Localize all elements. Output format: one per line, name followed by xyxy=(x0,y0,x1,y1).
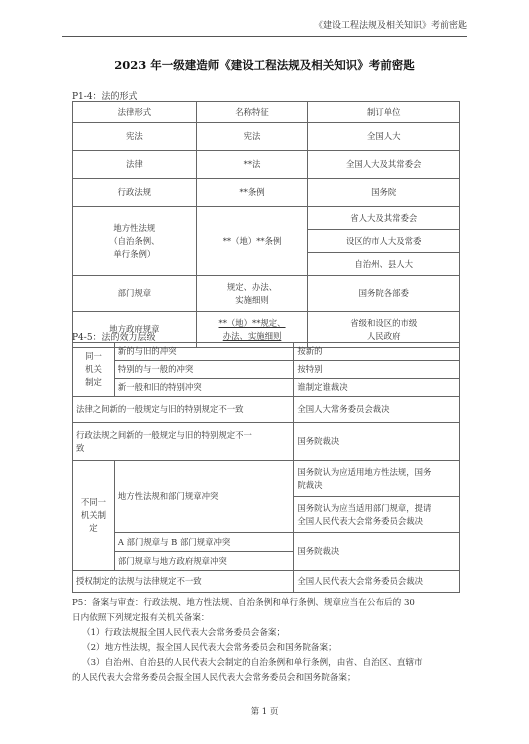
cell: 设区的市人大及常委 xyxy=(308,230,460,253)
cell: **法 xyxy=(196,151,308,179)
cell-line: 规定、办法、 xyxy=(226,281,278,292)
cell: 全国人大常务委员会裁决 xyxy=(294,397,460,423)
cell: 按新的 xyxy=(294,343,460,361)
cell: 国务院 xyxy=(308,179,460,207)
cell-line: 实施细则 xyxy=(235,294,269,305)
page-header xyxy=(62,16,467,37)
cell: **条例 xyxy=(196,179,308,207)
cell-line: **（地）**规定、 xyxy=(218,317,286,328)
cell: 授权制定的法规与法律规定不一致 xyxy=(73,571,294,593)
cell: 法律 xyxy=(73,151,197,179)
para-item: （2）地方性法规，报全国人民代表大会常务委员会和国务院备案； xyxy=(82,643,337,653)
cell-line: 国务院认为应适用地方性法规，国务 xyxy=(297,466,432,477)
section-label-effect-levels: P4-5：法的效力层级 xyxy=(72,333,156,343)
cell-line: 机关制 xyxy=(80,510,107,520)
cell: 全国人民代表大会常务委员会裁决 xyxy=(294,571,460,593)
cell: 国务院裁决 xyxy=(294,423,460,461)
cell: 省人大及其常委会 xyxy=(308,207,460,230)
effect-levels-table xyxy=(72,342,460,593)
para-line: P5：备案与审查：行政法规、地方性法规、自治条例和单行条例、规章应当在公布后的 30 xyxy=(72,598,415,608)
table-row xyxy=(73,207,460,230)
cell: 宪法 xyxy=(196,123,308,151)
cell: 国务院各部委 xyxy=(308,276,460,312)
cell-line: 机关 xyxy=(85,364,102,374)
table-row xyxy=(73,151,460,179)
table-row xyxy=(73,179,460,207)
cell xyxy=(196,276,308,312)
table-row xyxy=(73,533,460,552)
cell: **（地）**条例 xyxy=(196,207,308,276)
cell-line: 定 xyxy=(89,523,98,533)
para-line: 日内依照下列规定报有关机关备案： xyxy=(72,613,210,623)
cell-line: 地方性法规 xyxy=(113,222,156,233)
law-forms-table xyxy=(72,101,460,348)
header-text: 《建设工程法规及相关知识》考前密匙 xyxy=(313,21,467,31)
cell-line: 致 xyxy=(76,442,85,453)
cell-line: 办法、实施细则 xyxy=(222,330,282,341)
cell-line: 行政法规之间新的一般规定与旧的特别规定不一 xyxy=(76,429,252,440)
cell-same-organ xyxy=(73,343,115,397)
table-row xyxy=(73,423,460,461)
cell: 自治州、县人大 xyxy=(308,253,460,276)
table-row xyxy=(73,397,460,423)
para-item: （3）自治州、自治县的人民代表大会制定的自治条例和单行条例，由省、自治区、直辖市 xyxy=(82,658,423,668)
cell-local-regulation xyxy=(73,207,197,276)
cell: 行政法规 xyxy=(73,179,197,207)
col-header: 制订单位 xyxy=(308,102,460,123)
cell: 地方政府规章 xyxy=(73,312,197,348)
para-item: 的人民代表大会常务委员会报全国人民代表大会常务委员会和国务院备案； xyxy=(72,673,356,683)
cell: 法律之间新的一般规定与旧的特别规定不一致 xyxy=(73,397,294,423)
table-row xyxy=(73,379,460,397)
cell: 宪法 xyxy=(73,123,197,151)
doc-title: 2023 年一级建造师《建设工程法规及相关知识》考前密匙 xyxy=(114,58,415,72)
cell: 新一般和旧的特别冲突 xyxy=(114,379,294,397)
table-row xyxy=(73,276,460,312)
cell: 国务院裁决 xyxy=(294,533,460,571)
cell xyxy=(73,423,294,461)
filing-review-paragraph xyxy=(72,596,460,686)
para-item: （1）行政法规报全国人民代表大会常务委员会备案； xyxy=(82,628,286,638)
cell: A 部门规章与 B 部门规章冲突 xyxy=(114,533,294,552)
cell-line: （自治条例、 xyxy=(109,235,160,246)
table-row xyxy=(73,343,460,361)
cell: 特别的与一般的冲突 xyxy=(114,361,294,379)
cell-line: 国务院认为应当适用部门规章，提请 xyxy=(297,502,432,513)
cell-line: 院裁决 xyxy=(297,479,323,490)
cell xyxy=(294,497,460,533)
cell: 谁制定谁裁决 xyxy=(294,379,460,397)
col-header: 法律形式 xyxy=(73,102,197,123)
cell: 按特别 xyxy=(294,361,460,379)
table-row xyxy=(73,361,460,379)
cell: 全国人大及其常委会 xyxy=(308,151,460,179)
cell: 部门规章与地方政府规章冲突 xyxy=(114,552,294,571)
cell-line: 不同一 xyxy=(80,497,107,507)
section-label-law-forms: P1-4：法的形式 xyxy=(72,92,138,102)
col-header: 名称特征 xyxy=(196,102,308,123)
cell: 地方性法规和部门规章冲突 xyxy=(114,461,294,533)
cell-line: 全国人民代表大会常务委员会裁决 xyxy=(297,515,424,526)
table-row xyxy=(73,123,460,151)
cell: 部门规章 xyxy=(73,276,197,312)
cell: 全国人大 xyxy=(308,123,460,151)
table-row xyxy=(73,571,460,593)
cell xyxy=(294,461,460,497)
cell-line: 制定 xyxy=(85,377,102,387)
cell-line: 单行条例） xyxy=(113,248,156,259)
table-header-row xyxy=(73,102,460,123)
page-number: 第 1 页 xyxy=(250,707,279,717)
cell-diff-organ xyxy=(73,461,115,571)
cell: 新的与旧的冲突 xyxy=(114,343,294,361)
cell-line: 同一 xyxy=(85,351,102,361)
cell-line: 省级和设区的市级 xyxy=(350,317,418,328)
cell-line: 人民政府 xyxy=(366,330,401,341)
table-row xyxy=(73,461,460,497)
